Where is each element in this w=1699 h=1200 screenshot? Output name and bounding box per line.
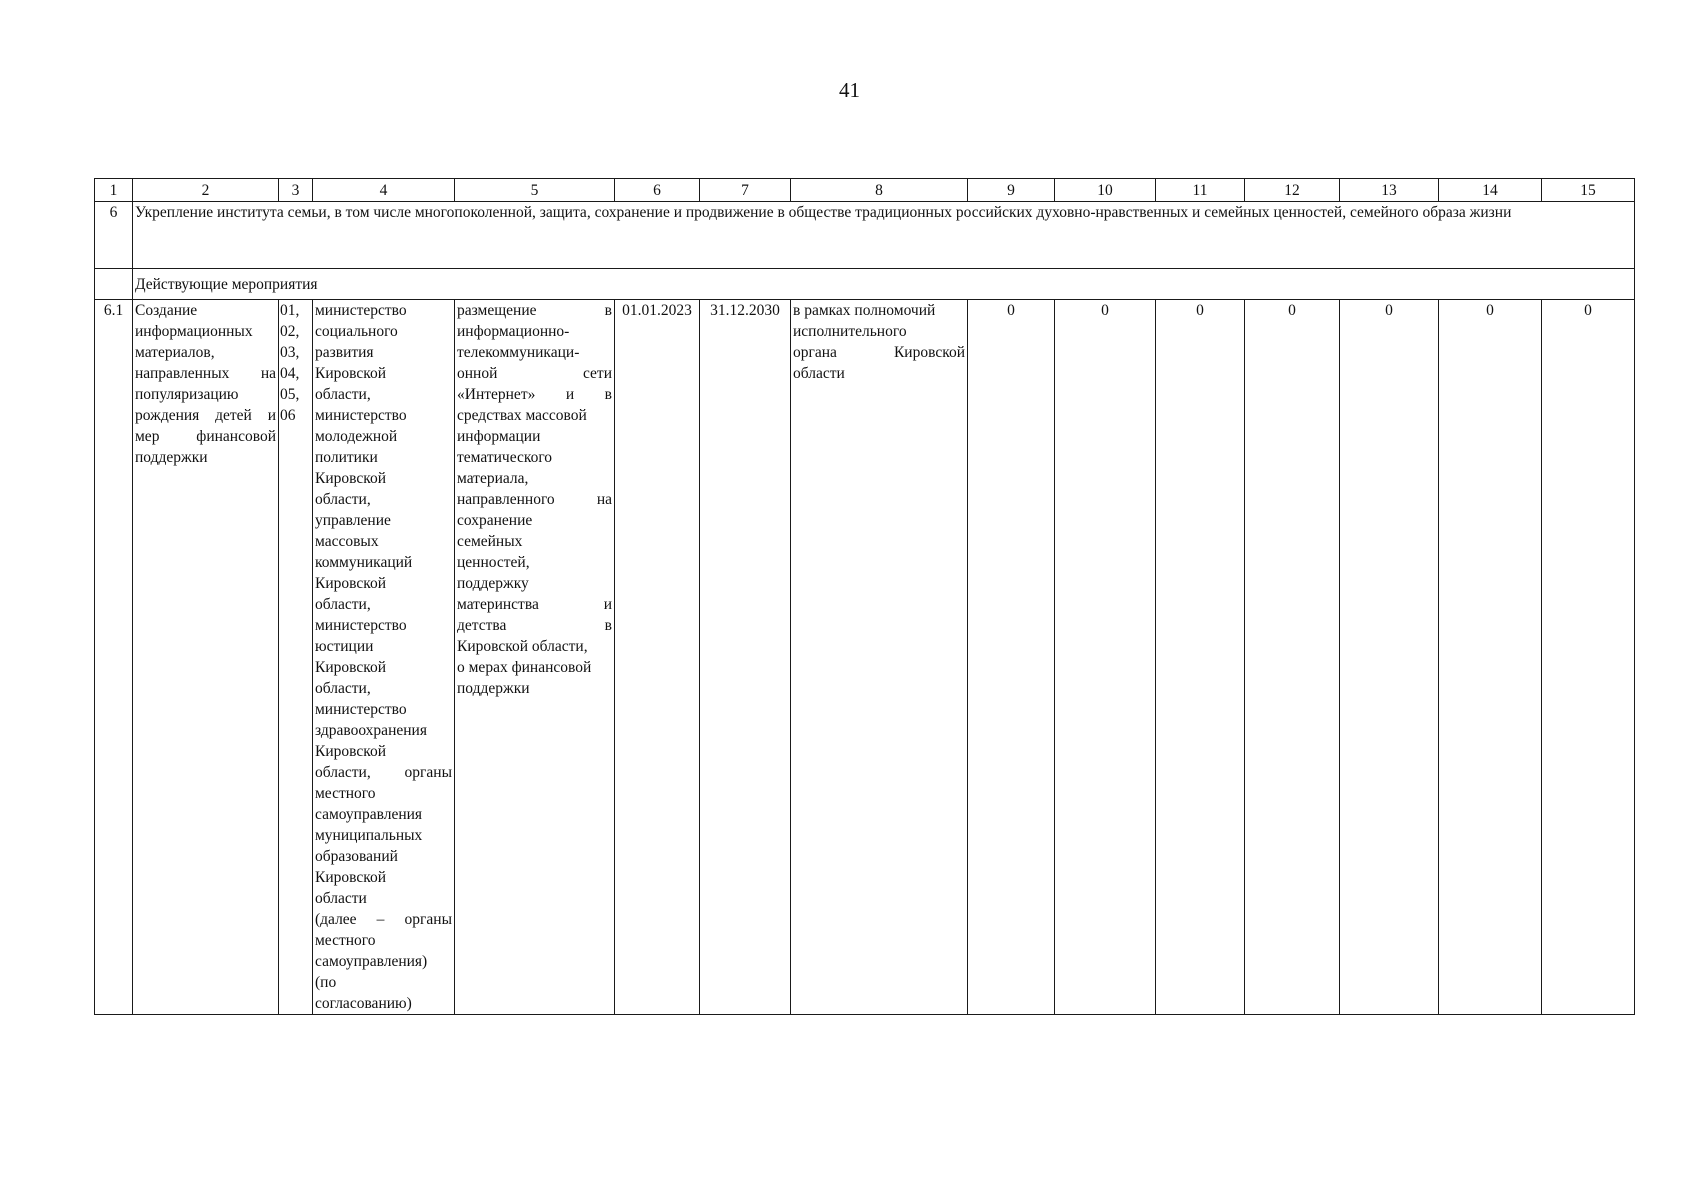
section-title: Укрепление института семьи, в том числе многопоколенной, защита, сохранение и продвижение в обществе традиционных российских духовно-нравственных и семейных ценностей, семейного образа жизни <box>133 202 1635 269</box>
header-cell: 6 <box>615 179 700 202</box>
header-cell: 12 <box>1245 179 1340 202</box>
header-cell: 8 <box>791 179 968 202</box>
cell-line: области, <box>315 386 371 403</box>
cell-word: органа <box>793 344 837 361</box>
cell-word: направленных <box>135 365 230 382</box>
cell-line: (по <box>315 974 337 991</box>
cell-line: 05, <box>280 386 300 403</box>
header-cell: 14 <box>1439 179 1542 202</box>
end-date: 31.12.2030 <box>700 300 791 1015</box>
cell-line <box>457 300 612 321</box>
cell-line: 01, <box>280 302 300 319</box>
measure-description <box>455 300 615 1015</box>
header-cell: 11 <box>1156 179 1245 202</box>
page-number: 41 <box>839 78 860 102</box>
cell-word: детей <box>215 407 252 424</box>
cell-line: информации <box>457 428 541 445</box>
cell-line: Кировской <box>315 470 387 487</box>
cell-line: министерство <box>315 407 407 424</box>
cell-word: области, <box>315 764 371 781</box>
cell-line: Кировской <box>315 575 387 592</box>
cell-line: социального <box>315 323 398 340</box>
cell-line: Кировской <box>315 365 387 382</box>
cell-line: образований <box>315 848 398 865</box>
cell-line: управление <box>315 512 391 529</box>
cell-line <box>135 426 276 447</box>
cell-line: области <box>793 365 845 382</box>
value-cell: 0 <box>968 300 1055 1015</box>
cell-line: поддержку <box>457 575 529 592</box>
section-row <box>95 202 1635 269</box>
cell-line: ценностей, <box>457 554 530 571</box>
cell-word: на <box>596 491 612 508</box>
cell-word: Кировской <box>893 344 965 361</box>
cell-word: органы <box>404 911 452 928</box>
cell-line: поддержки <box>457 680 530 697</box>
cell-line: области, <box>315 491 371 508</box>
program-measures-table <box>94 178 1635 1015</box>
cell-line: здравоохранения <box>315 722 427 739</box>
cell-line: министерство <box>315 302 407 319</box>
cell-word: в <box>604 617 612 634</box>
cell-line: тематического <box>457 449 553 466</box>
value-cell: 0 <box>1156 300 1245 1015</box>
cell-word: и <box>267 407 276 424</box>
cell-word: на <box>260 365 276 382</box>
cell-word: в <box>604 386 612 403</box>
executors <box>313 300 455 1015</box>
cell-line: Кировской <box>315 869 387 886</box>
cell-word: финансовой <box>196 428 276 445</box>
section-number: 6 <box>95 202 133 269</box>
cell-word: рождения <box>135 407 200 424</box>
cell-word: материнства <box>457 596 539 613</box>
value-cell: 0 <box>1055 300 1156 1015</box>
value-cell: 0 <box>1439 300 1542 1015</box>
header-cell: 3 <box>279 179 313 202</box>
cell-word: мер <box>135 428 160 445</box>
cell-line: о мерах финансовой <box>457 659 592 676</box>
cell-line: самоуправления <box>315 806 423 823</box>
value-cell: 0 <box>1542 300 1635 1015</box>
cell-line: молодежной <box>315 428 398 445</box>
cell-line: материалов, <box>135 344 215 361</box>
header-cell: 10 <box>1055 179 1156 202</box>
header-cell: 5 <box>455 179 615 202</box>
cell-word: направленного <box>457 491 555 508</box>
cell-line: согласованию) <box>315 995 412 1012</box>
funding-source <box>791 300 968 1015</box>
cell-line <box>457 384 612 405</box>
cell-line: юстиции <box>315 638 374 655</box>
cell-line: муниципальных <box>315 827 423 844</box>
value-cell: 0 <box>1340 300 1439 1015</box>
cell-word: (далее <box>315 911 357 928</box>
cell-line: информационно- <box>457 323 570 340</box>
cell-line <box>457 363 612 384</box>
header-cell: 4 <box>313 179 455 202</box>
cell-line: местного <box>315 785 376 802</box>
cell-line <box>457 489 612 510</box>
subsection-row <box>95 269 1635 300</box>
cell-word: и <box>603 596 612 613</box>
header-cell: 7 <box>700 179 791 202</box>
cell-line: средствах массовой <box>457 407 587 424</box>
cell-word: в <box>604 302 612 319</box>
header-cell: 2 <box>133 179 279 202</box>
cell-line: Создание <box>135 302 198 319</box>
cell-line <box>457 594 612 615</box>
cell-line <box>135 405 276 426</box>
cell-line: информационных <box>135 323 253 340</box>
cell-line: поддержки <box>135 449 208 466</box>
cell-line: области <box>315 890 367 907</box>
cell-line: исполнительного <box>793 323 907 340</box>
row-number: 6.1 <box>95 300 133 1015</box>
cell-line <box>793 342 965 363</box>
table-row <box>95 300 1635 1015</box>
cell-line: Кировской <box>315 743 387 760</box>
cell-line: политики <box>315 449 378 466</box>
cell-line: министерство <box>315 617 407 634</box>
cell-word: органы <box>404 764 452 781</box>
table-header-row <box>95 179 1635 202</box>
cell-line: телекоммуникаци- <box>457 344 580 361</box>
task-codes <box>279 300 313 1015</box>
cell-word: «Интернет» <box>457 386 536 403</box>
cell-line: министерство <box>315 701 407 718</box>
cell-line: 03, <box>280 344 300 361</box>
header-cell: 15 <box>1542 179 1635 202</box>
header-cell: 13 <box>1340 179 1439 202</box>
cell-line: области, <box>315 596 371 613</box>
cell-line: массовых <box>315 533 379 550</box>
cell-line: в рамках полномочий <box>793 302 936 319</box>
cell-word: детства <box>457 617 507 634</box>
subsection-title: Действующие мероприятия <box>133 269 1635 300</box>
cell-line: развития <box>315 344 374 361</box>
cell-line: Кировской области, <box>457 638 588 655</box>
cell-line: 04, <box>280 365 300 382</box>
measure-name <box>133 300 279 1015</box>
value-cell: 0 <box>1245 300 1340 1015</box>
cell-line: популяризацию <box>135 386 239 403</box>
cell-word: сети <box>582 365 612 382</box>
cell-line: сохранение <box>457 512 533 529</box>
cell-word: онной <box>457 365 498 382</box>
header-cell: 9 <box>968 179 1055 202</box>
cell-line: Кировской <box>315 659 387 676</box>
cell-line: 02, <box>280 323 300 340</box>
cell-word: размещение <box>457 302 537 319</box>
cell-word: – <box>376 911 385 928</box>
cell-line <box>135 363 276 384</box>
cell-line <box>457 615 612 636</box>
cell-line <box>315 762 452 783</box>
cell-line: коммуникаций <box>315 554 413 571</box>
start-date: 01.01.2023 <box>615 300 700 1015</box>
cell-line: области, <box>315 680 371 697</box>
header-cell: 1 <box>95 179 133 202</box>
subsection-number-cell <box>95 269 133 300</box>
cell-word: и <box>565 386 575 403</box>
cell-line: 06 <box>280 407 296 424</box>
cell-line: семейных <box>457 533 523 550</box>
cell-line <box>315 909 452 930</box>
cell-line: материала, <box>457 470 529 487</box>
cell-line: самоуправления) <box>315 953 428 970</box>
cell-line: местного <box>315 932 376 949</box>
